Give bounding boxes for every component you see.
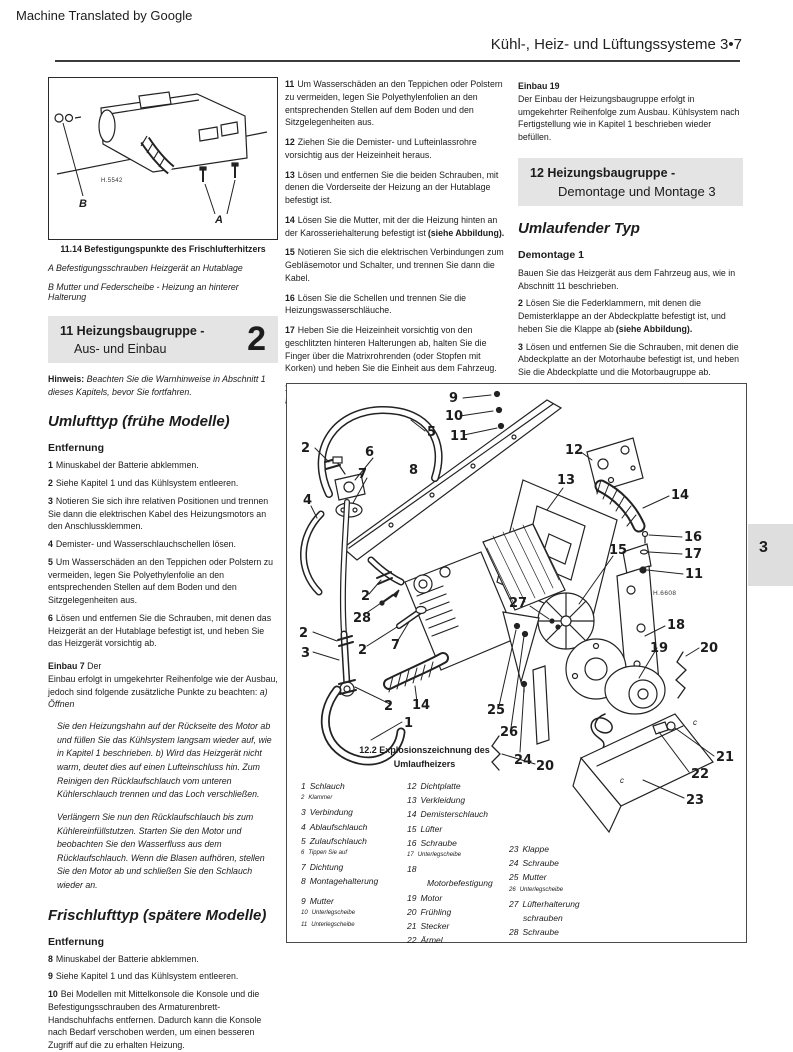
diagram-callout: 2	[358, 643, 368, 658]
procedure-step: 6 Lösen und entfernen Sie die Schrauben, mit denen das Heizgerät an der Hutablage befestigt ist, und heben Sie das Heizgerät vorsichtig ab.	[48, 612, 272, 649]
procedure-step: 9 Siehe Kapitel 1 und das Kühlsystem entleeren.	[48, 971, 239, 982]
diagram-callout: 3	[301, 646, 311, 661]
part-item: 11 Unterlegscheibe	[301, 921, 355, 928]
part-item: 10 Unterlegscheibe	[301, 909, 356, 916]
translator-note: Machine Translated by Google	[16, 8, 193, 23]
diagram-callout: 21	[716, 750, 735, 765]
exploded-diagram-12-2	[286, 383, 747, 946]
diagram-callout: 20	[536, 759, 555, 774]
diagram-annotation: c	[620, 776, 624, 785]
procedure-step: 4 Demister- und Wasserschlauchschellen lösen.	[48, 539, 236, 550]
header-rule	[55, 60, 740, 62]
middle-column	[285, 78, 511, 415]
part-item: 19 Motor	[407, 892, 443, 903]
umluft-heading: Umlufttyp (frühe Modelle)	[48, 413, 230, 431]
diagram-callout: 7	[391, 638, 401, 653]
chapter-tab-number: 3	[759, 539, 768, 556]
fig-label-a: A	[215, 214, 223, 226]
umluft-entfernung: Entfernung	[48, 442, 104, 455]
procedure-step: 10 Bei Modellen mit Mittelkonsole die Konsole und die Befestigungsschrauben des Armaturenbrett-Handschuhfachs entfernen. Dadurch kann die Konsole nach Bedarf verschoben werden, um einen besseren Zugriff auf die zu erhalten Heizung.	[48, 989, 262, 1051]
diagram-callout: 9	[449, 391, 459, 406]
umlaufender-typ-heading: Umlaufender Typ	[518, 219, 640, 237]
fig-drawing-code: H.5542	[101, 178, 123, 184]
part-item: 5 Zulaufschlauch	[301, 835, 367, 846]
section-11-header	[48, 316, 278, 363]
section-12-header	[518, 158, 743, 206]
left-column	[48, 77, 278, 1052]
parts-column-2	[407, 781, 493, 949]
diagram-callout: 14	[671, 488, 690, 503]
part-item: 16 Schraube	[407, 837, 457, 848]
diagram-annotation: H.6608	[653, 590, 677, 597]
parts-column-1	[301, 781, 378, 934]
part-item: 21 Stecker	[407, 920, 450, 931]
procedure-step: 17 Heben Sie die Heizeinheit vorsichtig von den geschlitzten hinteren Halterungen ab, halten Sie die Finger über die Matrixrohrenden (oder Stopfen mit Korken) und heben Sie die Einheit aus dem Fahrzeug.	[285, 325, 497, 374]
diagram-callout: 20	[700, 641, 719, 656]
part-item: 12 Dichtplatte	[407, 781, 461, 791]
diagram-callout: 6	[365, 445, 375, 460]
part-item: 18	[407, 864, 417, 875]
diagram-callout: 14	[412, 698, 431, 713]
diagram-callout: 12	[565, 443, 584, 458]
diagram-callout: 2	[384, 699, 394, 714]
fig-note-a: A Befestigungsschrauben Heizgerät an Hutablage	[48, 263, 243, 273]
section-11-badge: 2	[247, 320, 266, 358]
procedure-step: 3 Notieren Sie sich ihre relativen Positionen und trennen Sie dann die elektrischen Kabel des Heizungsmotors an den Anschlussklemmen.	[48, 495, 269, 532]
part-item: 24 Schraube	[509, 858, 559, 869]
part-item: 25 Mutter	[509, 872, 547, 883]
einbau-note-2: Verlängern Sie nun den Rücklaufschlauch bis zum Kühlereinfüllstutzen. Starten Sie den Motor und beobachten Sie den Wasserfluss aus dem Rücklaufschlauch. Wenn die Blasen aufhören, stellen Sie den Motor ab und schließen Sie den Schlauch wieder an.	[57, 811, 265, 890]
part-item: 9 Mutter	[301, 895, 334, 906]
section-12-subtitle: Demontage und Montage 3	[558, 183, 716, 199]
section-11-subtitle: Aus- und Einbau	[74, 342, 167, 356]
parts-column-3	[509, 844, 580, 941]
frischluft-entfernung: Entfernung	[48, 935, 104, 948]
diagram-callout: 11	[450, 429, 469, 444]
procedure-step: 1 Minuskabel der Batterie abklemmen.	[48, 460, 199, 471]
part-item: 20 Frühling	[407, 906, 452, 917]
procedure-step: 3 Lösen und entfernen Sie die Schrauben, mit denen die Abdeckplatte an der Motorhaube befestigt ist, und heben Sie die Abdeckplatte und die Motorbaugruppe ab.	[518, 341, 740, 377]
part-item: 26 Unterlegscheibe	[509, 886, 564, 893]
heater-mounting-drawing	[49, 78, 276, 236]
diagram-callout: 5	[427, 425, 437, 440]
procedure-step: 2 Siehe Kapitel 1 und das Kühlsystem entleeren.	[48, 478, 239, 489]
part-item: Motorbefestigung	[427, 878, 493, 889]
part-item: 6 Tippen Sie auf	[301, 849, 347, 856]
diagram-callout: 18	[667, 618, 686, 633]
part-item: 14 Demisterschlauch	[407, 809, 489, 820]
diagram-callout: 24	[514, 753, 533, 768]
part-item: 28 Schraube	[509, 927, 559, 938]
section-11-title: 11 Heizungsbaugruppe -	[60, 324, 205, 338]
einbau-note-1: Sie den Heizungshahn auf der Rückseite des Motor ab und füllen Sie das Kühlsystem langsam wieder auf, wie in Kapitel 1 beschrieben. b) Wird das Heizgerät nicht warm, deutet dies auf einen Lufteinschluss hin. Zum Reinigen den Rücklaufschlauch vom unteren Kühlerschlauch trennen und das Loch verschließen.	[57, 721, 272, 800]
part-item: 7 Dichtung	[301, 862, 344, 873]
demontage-1: Demontage 1	[518, 248, 584, 261]
parts-key-title: 12.2 Explosionszeichnung des Umlaufheizers	[359, 745, 490, 769]
section-12-title: 12 Heizungsbaugruppe -	[530, 165, 676, 180]
part-item: 1 Schlauch	[301, 781, 345, 791]
diagram-callout: 17	[684, 547, 703, 562]
diagram-callout: 19	[650, 641, 669, 656]
einbau-7: Einbau 7 Der Einbau erfolgt in umgekehrter Reihenfolge wie der Ausbau, jedoch sind folgende zusätzliche Punkte zu beachten: a) Öffnen	[48, 661, 278, 710]
diagram-callout: 15	[609, 543, 628, 558]
diagram-callout: 26	[500, 725, 519, 740]
diagram-callout: 13	[557, 473, 576, 488]
part-item: 8 Montagehalterung	[301, 876, 379, 887]
diagram-callout: 28	[353, 611, 372, 626]
part-item: schrauben	[523, 912, 563, 923]
part-item: 27 Lüfterhalterung	[509, 898, 580, 909]
part-item: 17 Unterlegscheibe	[407, 851, 462, 858]
diagram-callout: 8	[409, 463, 419, 478]
diagram-callout: 16	[684, 530, 703, 545]
procedure-step: 8 Minuskabel der Batterie abklemmen.	[48, 953, 199, 964]
diagram-callout: 7	[358, 467, 368, 482]
part-item: 13 Verkleidung	[407, 795, 466, 806]
procedure-step: 16 Lösen Sie die Schellen und trennen Sie die Heizungswasserschläuche.	[285, 292, 467, 316]
hinweis-note: Hinweis: Beachten Sie die Warnhinweise in Abschnitt 1 dieses Kapitels, bevor Sie fortfahren.	[48, 374, 266, 398]
einbau-19: Einbau 19 Der Einbau der Heizungsbaugruppe erfolgt in umgekehrter Reihenfolge zum Ausbau. Kühlsystem nach Fertigstellung wie in Kapitel 1 beschrieben wieder befüllen.	[518, 81, 740, 142]
procedure-step: 14 Lösen Sie die Mutter, mit der die Heizung hinten an der Karosseriehalterung befestigt ist (siehe Abbildung).	[285, 214, 505, 238]
diagram-callout: 1	[404, 716, 414, 731]
demontage-p1: Bauen Sie das Heizgerät aus dem Fahrzeug aus, wie in Abschnitt 11 beschrieben.	[518, 267, 736, 291]
diagram-annotation: c	[693, 718, 697, 727]
diagram-callout: 11	[685, 567, 704, 582]
procedure-step: 15 Notieren Sie sich die elektrischen Verbindungen zum Gebläsemotor und Schalter, und trennen Sie dann die Kabel.	[285, 247, 504, 283]
procedure-step: 12 Ziehen Sie die Demister- und Lufteinlassrohre vorsichtig aus der Heizeinheit heraus.	[285, 137, 477, 160]
part-item: 22 Ärmel	[407, 935, 443, 946]
chapter-tab	[748, 524, 793, 586]
part-item: 2 Klammer	[301, 795, 333, 802]
figure-11-14	[48, 77, 278, 240]
part-item: 23 Klappe	[509, 844, 549, 854]
procedure-step: 5 Um Wasserschäden an den Teppichen oder Polstern zu vermeiden, legen Sie Polyethylenfolie an den entsprechenden Stellen auf dem Boden und den Sitzgelegenheiten aus.	[48, 556, 274, 606]
fig-caption: 11.14 Befestigungspunkte des Frischlufterhitzers	[60, 244, 266, 254]
parts-key	[297, 744, 642, 946]
diagram-callout: 27	[509, 596, 528, 611]
right-column	[518, 80, 743, 379]
procedure-step: 13 Lösen und entfernen Sie die beiden Schrauben, mit denen die Vorderseite der Heizung an der Hutablage befestigt ist.	[285, 169, 499, 205]
diagram-callout: 25	[487, 703, 506, 718]
diagram-callout: 23	[686, 793, 705, 808]
diagram-callout: 2	[361, 589, 371, 604]
part-item: 3 Verbindung	[301, 807, 353, 818]
diagram-callout: 22	[691, 767, 710, 782]
frischluft-heading: Frischlufttyp (spätere Modelle)	[48, 906, 267, 924]
part-item: 4 Ablaufschlauch	[301, 821, 368, 832]
diagram-callout: 2	[301, 441, 311, 456]
fig-note-b: B Mutter und Federscheibe - Heizung an hinterer Halterung	[48, 282, 239, 302]
procedure-step: 2 Lösen Sie die Federklammern, mit denen die Demisterklappe an der Abdeckplatte befestigt ist, und heben Sie die Klappe ab (siehe Abbildung).	[518, 298, 726, 334]
part-item: 15 Lüfter	[407, 823, 443, 834]
page-header-title: Kühl-, Heiz- und Lüftungssysteme 3•7	[490, 36, 742, 53]
procedure-step: 11 Um Wasserschäden an den Teppichen oder Polstern zu vermeiden, legen Sie Polyethylenfolien an den entsprechenden Stellen auf dem Boden und den Sitzgelegenheiten aus.	[285, 79, 503, 128]
fig-label-b: B	[79, 198, 87, 210]
diagram-callout: 10	[445, 409, 464, 424]
diagram-callout: 2	[299, 626, 309, 641]
diagram-callout: 4	[303, 493, 313, 508]
